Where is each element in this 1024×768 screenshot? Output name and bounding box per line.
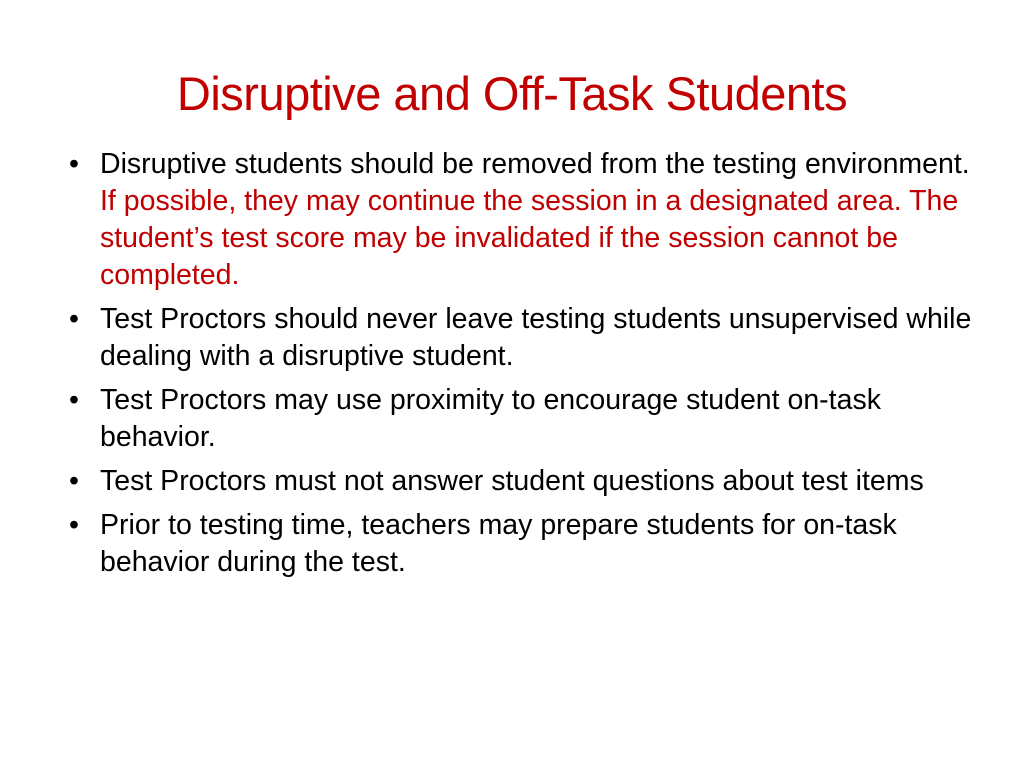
bullet-text: Disruptive students should be removed from the testing environment.	[100, 148, 970, 180]
bullet-icon: •	[69, 303, 79, 335]
bullet-text: Test Proctors should never leave testing students unsupervised while dealing with a disruptive student.	[100, 303, 972, 372]
bullet-item-supervision	[62, 301, 972, 375]
bullet-list	[62, 146, 972, 588]
slide-title: Disruptive and Off-Task Students	[176, 67, 848, 120]
bullet-icon: •	[69, 148, 79, 180]
bullet-text: Test Proctors must not answer student questions about test items	[100, 465, 924, 497]
bullet-icon: •	[69, 465, 79, 497]
bullet-icon: •	[69, 384, 79, 416]
bullet-text: Test Proctors may use proximity to encourage student on-task behavior.	[100, 384, 881, 453]
bullet-icon: •	[69, 509, 79, 541]
bullet-item-questions	[62, 463, 972, 500]
bullet-item-proximity	[62, 382, 972, 456]
bullet-item-preparation	[62, 507, 972, 581]
bullet-item-removal	[62, 146, 972, 294]
bullet-text: Prior to testing time, teachers may prepare students for on-task behavior during the test.	[100, 509, 897, 578]
bullet-highlight-text: If possible, they may continue the session in a designated area. The student’s test score may be invalidated if the session cannot be completed.	[100, 185, 959, 291]
